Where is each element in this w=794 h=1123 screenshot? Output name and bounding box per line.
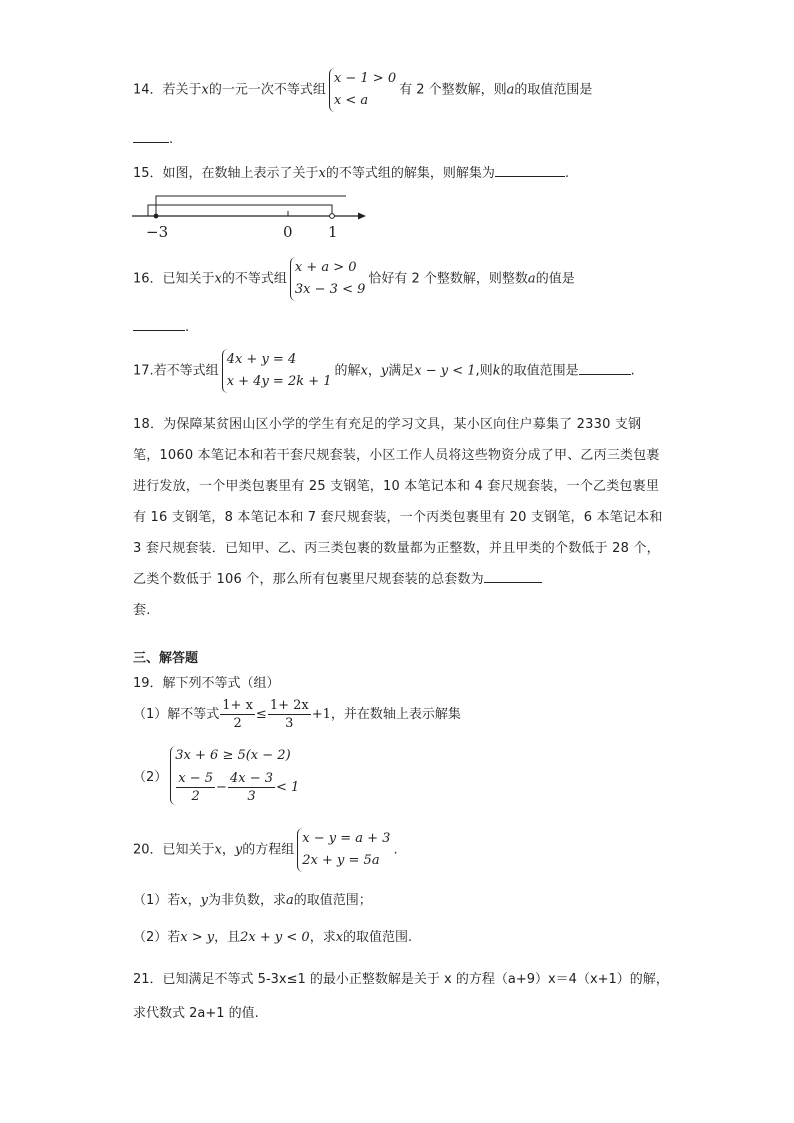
question-21-line2: 求代数式 2a+1 的值. bbox=[133, 1006, 259, 1021]
question-16: 16．已知关于x的不等式组 x + a > 0 3x − 3 < 9 恰好有 2 个整数解，则整数a的值是 bbox=[133, 257, 575, 301]
question-17: 17.若不等式组 4x + y = 4 x + 4y = 2k + 1 的解x，y满足x − y < 1,则k的取值范围是 . bbox=[133, 349, 635, 393]
answer-blank-16: . bbox=[133, 318, 189, 335]
axis-arrow bbox=[358, 213, 366, 220]
hollow-point-1 bbox=[330, 214, 335, 219]
question-20-part1: （1）若x，y为非负数，求a的取值范围； bbox=[133, 893, 372, 908]
axis-label-1: 1 bbox=[328, 223, 338, 241]
question-19-title: 19．解下列不等式（组） bbox=[133, 676, 280, 691]
question-14: 14．若关于x的一元一次不等式组 x − 1 > 0 x < a 有 2 个整数解，则a的取值范围是 bbox=[133, 68, 592, 112]
question-15: 15．如图，在数轴上表示了关于x的不等式组的解集，则解集为 . bbox=[133, 166, 570, 181]
inequality-system: x + a > 0 3x − 3 < 9 bbox=[290, 257, 365, 301]
answer-blank-14: . bbox=[133, 130, 173, 147]
question-19-part2: （2） 3x + 6 ≥ 5(x − 2) $\frac{x - 5}{2}$ − $\frac{4x - 3}{3}$ < 1 bbox=[133, 748, 300, 804]
solid-point-neg3 bbox=[154, 214, 159, 219]
equation-system: x − y = a + 3 2x + y = 5a bbox=[297, 828, 390, 872]
question-21-line1: 21．已知满足不等式 5-3x≤1 的最小正整数解是关于 x 的方程（a+9）x＝4（x+1）的解， bbox=[133, 972, 669, 987]
answer-blank-17 bbox=[579, 362, 631, 375]
fraction: $\frac{1+ 2x}{3}$ bbox=[269, 698, 309, 731]
question-20-part2: （2）若x > y，且2x + y < 0，求x的取值范围. bbox=[133, 930, 413, 945]
section-heading: 三、解答题 bbox=[133, 651, 199, 666]
axis-label-0: 0 bbox=[283, 223, 293, 241]
solution-bracket-right bbox=[148, 205, 332, 216]
var-x: x bbox=[201, 82, 209, 98]
fraction: $\frac{1+ x}{2}$ bbox=[222, 698, 253, 731]
axis-label-neg3: −3 bbox=[146, 223, 169, 241]
answer-blank-15 bbox=[495, 164, 565, 177]
question-20: 20．已知关于x，y的方程组 x − y = a + 3 2x + y = 5a . bbox=[133, 828, 398, 872]
inequality-system: 3x + 6 ≥ 5(x − 2) $\frac{x - 5}{2}$ − $\frac{4x - 3}{3}$ < 1 bbox=[170, 746, 299, 805]
solution-bracket-left bbox=[156, 196, 346, 216]
question-19-part1: （1）解不等式 $\frac{1+ x}{2}$ ≤ $\frac{1+ 2x}{3}$ +1，并在数轴上表示解集 bbox=[133, 698, 461, 731]
inequality-system: x − 1 > 0 x < a bbox=[329, 68, 396, 112]
equation-system: 4x + y = 4 x + 4y = 2k + 1 bbox=[222, 349, 332, 393]
number-line-figure bbox=[130, 190, 380, 245]
answer-blank-18 bbox=[484, 570, 542, 583]
question-18: 18．为保障某贫困山区小学的学生有充足的学习文具，某小区向住户募集了 2330 支钢笔，1060 本笔记本和若干套尺规套装，小区工作人员将这些物资分成了甲、乙丙三类包裹进行发放，一个甲类包裹里有 25 支钢笔，10 本笔记本和 4 套尺规套装，一个乙类包裹里有 16 支钢笔，8 本笔记本和 7 套尺规套装，一个丙类包裹里有 20 支钢笔，6 本笔记本和 3 套尺规套装．已知甲、乙、丙三类包裹的数量都为正整数，并且甲类的个数低于 28 个，乙类个数低于 106 个，那么所有包裹里尺规套装的总套数为 套. bbox=[133, 417, 663, 618]
